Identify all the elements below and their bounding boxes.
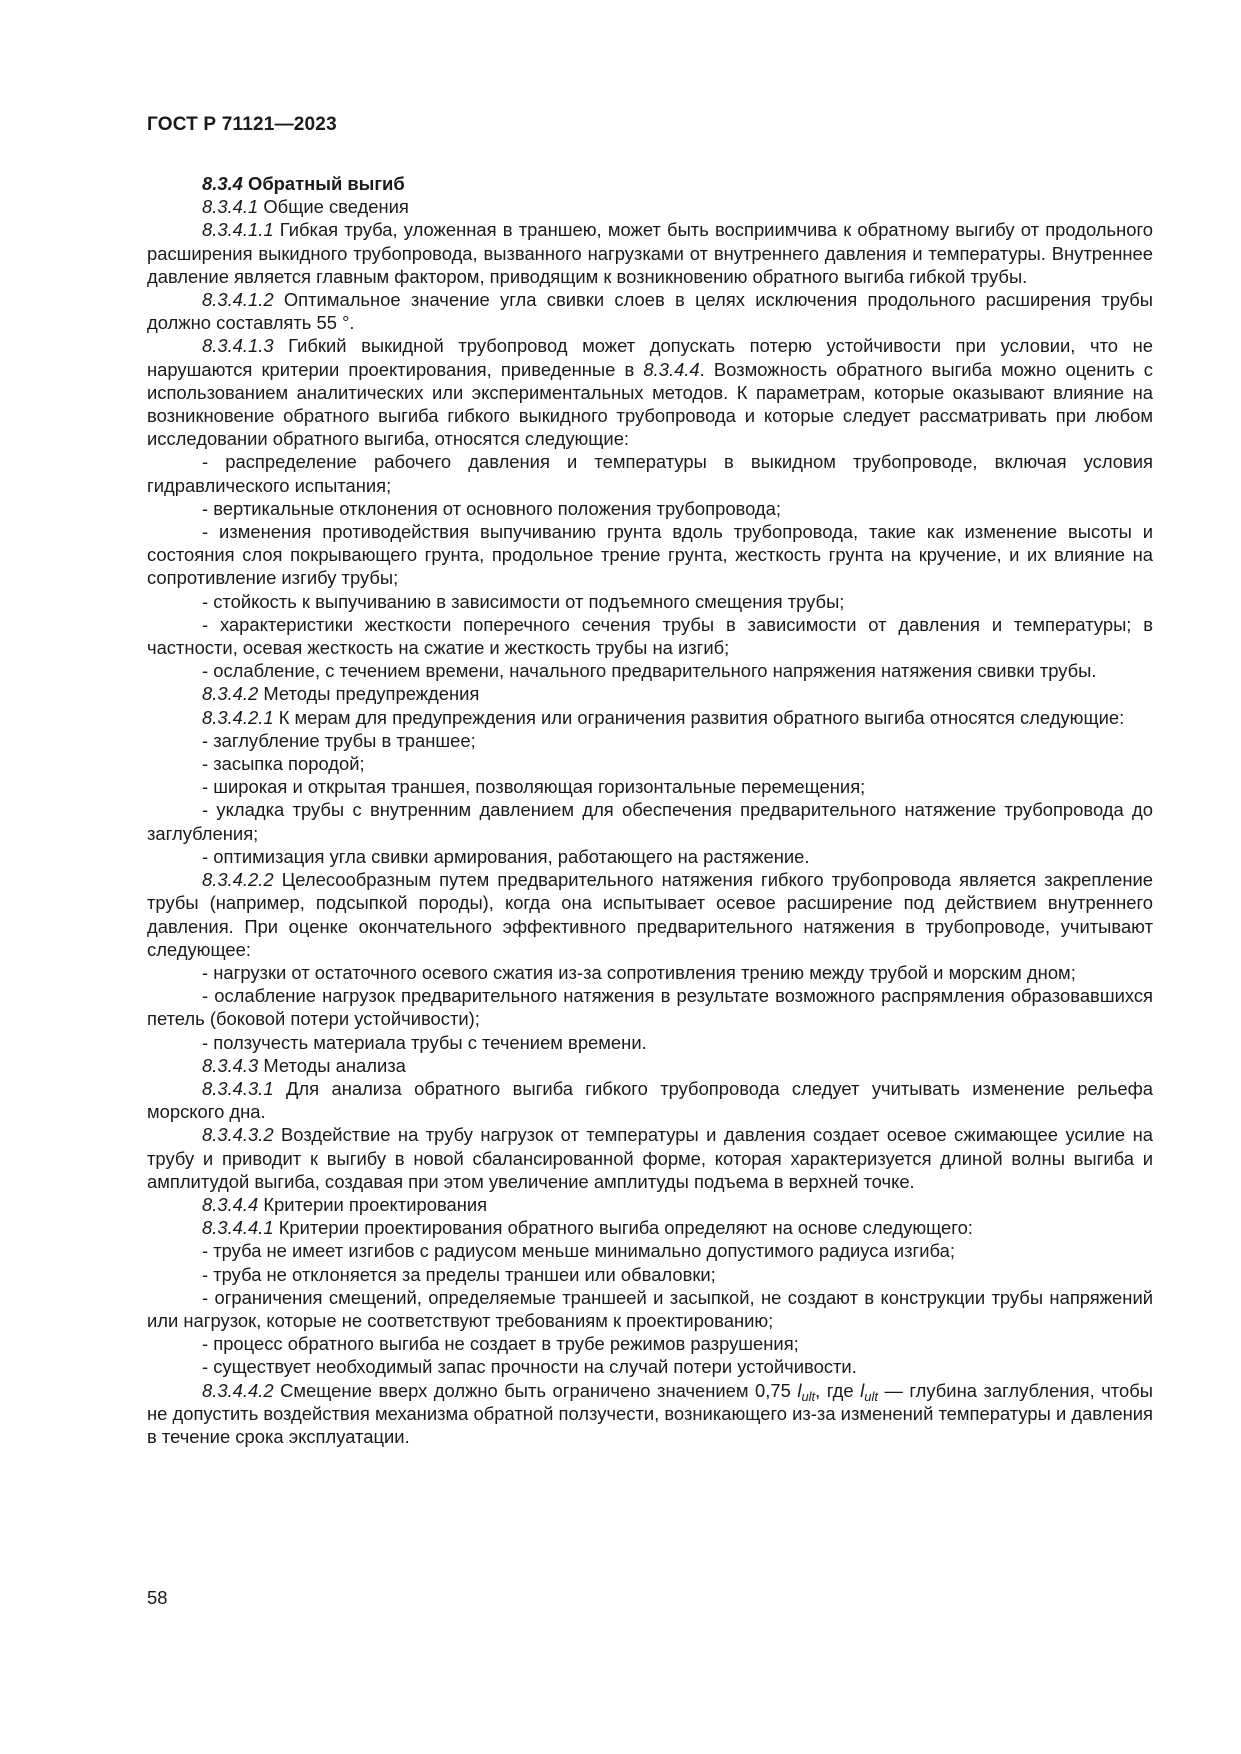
clause-number: 8.3.4.3.1	[202, 1077, 274, 1099]
paragraph-text: Гибкая труба, уложенная в траншею, может быть восприимчива к обратному выгибу от продольного расширения выкидного трубопровода, вызванного нагрузками от внутреннего давления и температуры. Внутреннее давление является главным фактором, приводящим к возникновению обратного выгиба гибкой трубы.	[147, 219, 1153, 287]
clause-8-3-4-4-1	[147, 1216, 1153, 1239]
clause-number: 8.3.4.2	[202, 683, 259, 705]
paragraph-text: - труба не имеет изгибов с радиусом меньше минимально допустимого радиуса изгиба;	[202, 1240, 955, 1262]
paragraph-text: Общие сведения	[258, 196, 409, 218]
paragraph-text: Критерии проектирования обратного выгиба определяют на основе следующего:	[273, 1217, 973, 1239]
clause-number: 8.3.4.4	[202, 1193, 259, 1215]
paragraph-text: Для анализа обратного выгиба гибкого трубопровода следует учитывать изменение рельефа морского дна.	[147, 1077, 1153, 1123]
list-item	[147, 845, 1153, 868]
list-item	[147, 497, 1153, 520]
paragraph-text: Оптимальное значение угла свивки слоев в целях исключения продольного расширения трубы должно составлять 55 °.	[147, 289, 1153, 334]
paragraph-text: Целесообразным путем предварительного натяжения гибкого трубопровода является закрепление трубы (например, подсыпкой породы), когда она испытывает осевое расширение под действием внутреннего давления. При оценке окончательного эффективного предварительного натяжения в трубопроводе, учитывают следующее:	[147, 869, 1153, 960]
clause-8-3-4-3	[147, 1054, 1153, 1077]
clause-number: 8.3.4.3.2	[202, 1124, 274, 1146]
clause-number: 8.3.4.1	[202, 196, 259, 218]
list-item	[147, 961, 1153, 984]
clause-number: 8.3.4	[202, 173, 243, 194]
paragraph-text: - стойкость к выпучиванию в зависимости от подъемного смещения трубы;	[202, 590, 845, 612]
clause-8-3-4-2-2	[147, 868, 1153, 961]
formula-variable: $l_{ult}$	[797, 1379, 816, 1404]
document-header: ГОСТ Р 71121—2023	[147, 114, 337, 135]
list-item	[147, 752, 1153, 775]
paragraph-text: - укладка трубы с внутренним давлением для обеспечения предварительного натяжение трубопровода до заглубления;	[147, 799, 1153, 844]
paragraph-text: - засыпка породой;	[202, 753, 365, 775]
clause-8-3-4-3-2	[147, 1123, 1153, 1193]
list-item	[147, 1239, 1153, 1262]
paragraph-text: - ограничения смещений, определяемые траншеей и засыпкой, не создают в конструкции трубы напряжений или нагрузок, которые не соответствуют требованиям к проектированию;	[147, 1286, 1153, 1331]
clause-8-3-4-3-1	[147, 1077, 1153, 1123]
clause-number: 8.3.4.3	[202, 1054, 259, 1076]
clause-8-3-4-4	[147, 1193, 1153, 1216]
clause-number: 8.3.4.2.1	[202, 706, 274, 728]
paragraph-text: - характеристики жесткости поперечного сечения трубы в зависимости от давления и температуры; в частности, осевая жесткость на сжатие и жесткость трубы на изгиб;	[147, 613, 1153, 659]
clause-reference: 8.3.4.4	[643, 358, 700, 380]
paragraph-text: К мерам для предупреждения или ограничения развития обратного выгиба относятся следующие:	[273, 706, 1125, 728]
paragraph-text: - широкая и открытая траншея, позволяющая горизонтальные перемещения;	[202, 776, 866, 798]
list-item	[147, 613, 1153, 659]
clause-8-3-4-2-1	[147, 706, 1153, 729]
paragraph-8-3-4-4-2	[147, 1379, 1153, 1449]
list-item	[147, 520, 1153, 590]
list-item	[147, 450, 1153, 496]
paragraph-text: Гибкий выкидной трубопровод может допускать потерю устойчивости при условии, что не нарушаются критерии проектирования, приведенные в	[147, 335, 1153, 380]
paragraph-text: , где	[815, 1379, 861, 1401]
list-item	[147, 729, 1153, 752]
clause-8-3-4-1-3	[147, 334, 1153, 450]
clause-number: 8.3.4.1.1	[202, 219, 274, 241]
clause-number: 8.3.4.4.2	[202, 1379, 274, 1401]
list-item	[147, 798, 1153, 844]
paragraph-text: - труба не отклоняется за пределы траншеи или обваловки;	[202, 1263, 716, 1285]
paragraph-text: - ослабление, с течением времени, начального предварительного напряжения натяжения свивки трубы.	[202, 660, 1097, 682]
list-item	[147, 1263, 1153, 1286]
formula-variable: $l_{ult}$	[860, 1379, 878, 1404]
paragraph-text: - оптимизация угла свивки армирования, работающего на растяжение.	[202, 845, 810, 867]
paragraph-text: Методы анализа	[258, 1054, 406, 1076]
paragraph-text: - изменения противодействия выпучиванию грунта вдоль трубопровода, такие как изменение высоты и состояния слоя покрывающего грунта, продольное трение грунта, жесткость грунта на кручение, и их влияние на сопротивление изгибу трубы;	[147, 521, 1153, 589]
page-number: 58	[147, 1587, 168, 1608]
paragraph-text: - вертикальные отклонения от основного положения трубопровода;	[202, 497, 781, 519]
list-item	[147, 1286, 1153, 1332]
list-item	[147, 659, 1153, 682]
list-item	[147, 590, 1153, 613]
clause-8-3-4-1	[147, 195, 1153, 218]
clause-number: 8.3.4.1.3	[202, 335, 274, 357]
paragraph-text: Воздействие на трубу нагрузок от температуры и давления создает осевое сжимающее усилие на трубу и приводит к выгибу в новой сбалансированной форме, которая характеризуется длиной волны выгиба и амплитудой выгиба, создавая при этом увеличение амплитуды подъема в верхней точке.	[147, 1124, 1153, 1192]
paragraph-text: - ползучесть материала трубы с течением времени.	[202, 1031, 647, 1053]
paragraph-text: Смещение вверх должно быть ограничено значением 0,75	[273, 1379, 798, 1401]
paragraph-text: - существует необходимый запас прочности на случай потери устойчивости.	[202, 1356, 857, 1378]
clause-8-3-4-1-1	[147, 218, 1153, 288]
list-item	[147, 984, 1153, 1030]
list-item	[147, 1332, 1153, 1355]
clause-8-3-4-2	[147, 682, 1153, 705]
clause-8-3-4-1-2	[147, 288, 1153, 334]
paragraph-text: . Возможность обратного выгиба можно оценить с использованием аналитических или экспериментальных методов. К параметрам, которые оказывают влияние на возникновение обратного выгиба гибкого выкидного трубопровода и которые следует рассматривать при любом исследовании обратного выгиба, относятся следующие:	[147, 358, 1154, 450]
paragraph-text: - распределение рабочего давления и температуры в выкидном трубопроводе, включая условия гидравлического испытания;	[147, 451, 1153, 496]
clause-number: 8.3.4.2.2	[202, 869, 274, 891]
paragraph-text: - процесс обратного выгиба не создает в трубе режимов разрушения;	[202, 1333, 799, 1355]
clause-8-3-4	[147, 172, 1153, 195]
paragraph-text: — глубина заглубления, чтобы не допустить воздействия механизма обратной ползучести, возникающего из-за изменений температуры и давления в течение срока эксплуатации.	[147, 1379, 1153, 1447]
paragraph-text: Обратный выгиб	[242, 173, 405, 194]
paragraph-text: Критерии проектирования	[258, 1193, 488, 1215]
document-body	[147, 172, 1153, 1448]
list-item	[147, 1031, 1153, 1054]
clause-number: 8.3.4.1.2	[202, 289, 274, 311]
paragraph-text: - нагрузки от остаточного осевого сжатия из-за сопротивления трению между трубой и морским дном;	[202, 961, 1076, 983]
list-item	[147, 1355, 1153, 1378]
paragraph-text: - ослабление нагрузок предварительного натяжения в результате возможного распрямления образовавшихся петель (боковой потери устойчивости);	[147, 985, 1153, 1030]
paragraph-text: Методы предупреждения	[258, 683, 480, 705]
list-item	[147, 775, 1153, 798]
clause-number: 8.3.4.4.1	[202, 1217, 274, 1239]
paragraph-text: - заглубление трубы в траншее;	[202, 729, 476, 751]
